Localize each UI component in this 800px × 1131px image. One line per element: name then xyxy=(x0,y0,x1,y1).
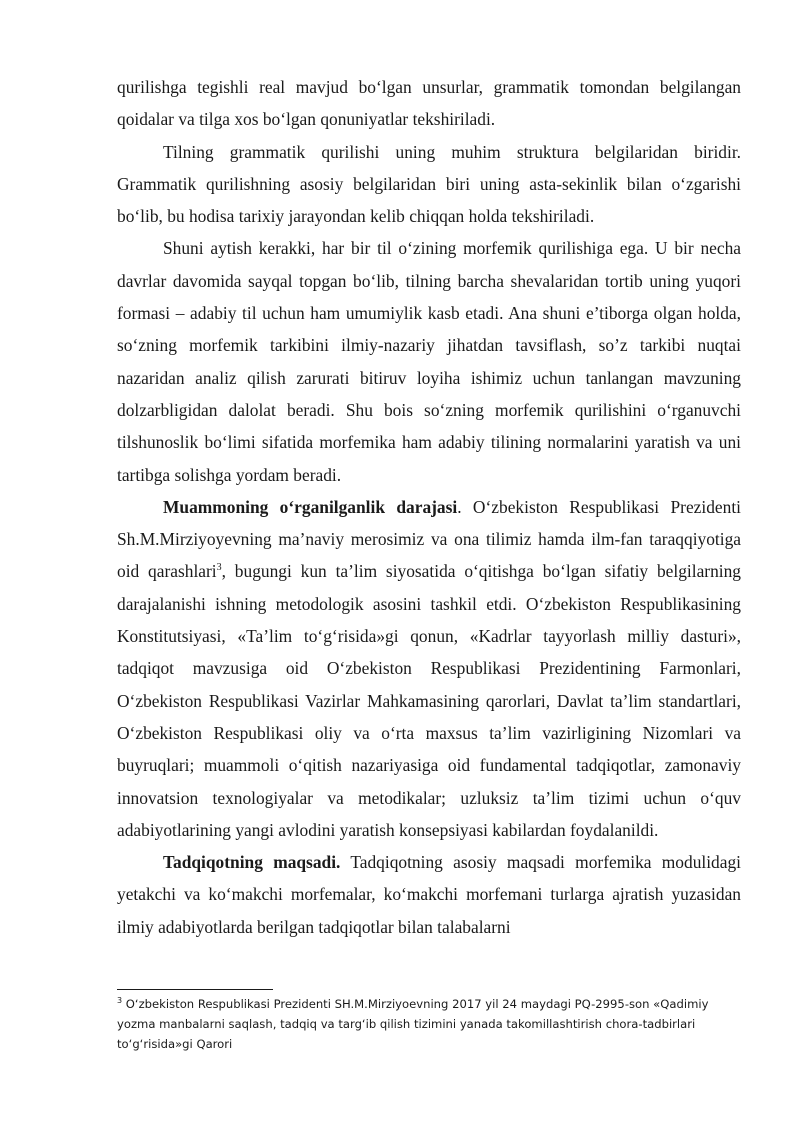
footnote-number: 3 xyxy=(117,996,123,1006)
research-goal-text: Tadqiqotning asosiy maqsadi morfemika modulidagi yetakchi va ko‘makchi morfemalar, ko‘makchi morfemani turlarga ajratish yuzasidan ilmiy adabiyotlarda berilgan tadqiqotlar bilan talabalarni xyxy=(117,852,741,937)
paragraph-morphemic-structure: Shuni aytish kerakki, har bir til o‘zining morfemik qurilishiga ega. U bir necha davrlar davomida sayqal topgan bo‘lib, tilning barcha shevalaridan tortib uning yuqori formasi – adabiy til uchun ham umumiylik kasb etadi. Ana shuni e’tiborga olgan holda, so‘zning morfemik tarkibini ilmiy-nazariy jihatdan tavsiflash, so’z tarkibi nuqtai nazaridan analiz qilish zarurati bitiruv loyiha ishimiz uchun tanlangan mavzuning dolzarbligidan dalolat beradi. Shu bois so‘zning morfemik qurilishini o‘rganuvchi tilshunoslik bo‘limi sifatida morfemika ham adabiy tilining normalarini yaratish va uni tartibga solishga yordam beradi. xyxy=(117,238,741,485)
paragraph-research-goal xyxy=(117,846,741,943)
research-degree-text-1: . O‘zbekiston Respublikasi Prezidenti Sh.M.Mirziyoyevning ma’naviy merosimiz va ona tilimiz hamda ilm-fan taraqqiyotiga oid qarashlari xyxy=(117,496,741,582)
research-degree-text-2: , bugungi kun ta’lim siyosatida o‘qitishga bo‘lgan sifatiy belgilarning darajalanishi ishning metodologik asosini tashkil etdi. O‘zbekiston Respublikasining Konstitutsiyasi, «Ta’lim to‘g‘risida»gi qonun, «Kadrlar tayyorlash milliy dasturi», tadqiqot mavzusiga oid O‘zbekiston Respublikasi Prezidentining Farmonlari, O‘zbekiston Respublikasi Vazirlar Mahkamasining qarorlari, Davlat ta’lim standartlari, O‘zbekiston Respublikasi oliy va o‘rta maxsus ta’lim vazirligining Nizomlari va buyruqlari; muammoli o‘qitish nazariyasiga oid fundamental tadqiqotlar, zamonaviy innovatsion texnologiyalar va metodikalar; uzluksiz ta’lim tizimi uchun o‘quv adabiyotlarining yangi avlodini yaratish konsepsiyasi kabilardan foydalanildi. xyxy=(117,561,741,840)
paragraph-research-degree xyxy=(117,491,741,846)
paragraph-grammatical-structure: Tilning grammatik qurilishi uning muhim struktura belgilaridan biridir. Grammatik qurilishning asosiy belgilaridan biri uning asta-sekinlik bilan o‘zgarishi bo‘lib, bu hodisa tarixiy jarayondan kelib chiqqan holda tekshiriladi. xyxy=(117,141,741,227)
footnote xyxy=(117,994,741,1054)
body-text xyxy=(117,71,741,943)
footnote-separator xyxy=(117,989,273,990)
paragraph-continuation: qurilishga tegishli real mavjud bo‘lgan unsurlar, grammatik tomondan belgilangan qoidalar va tilga xos bo‘lgan qonuniyatlar tekshiriladi. xyxy=(117,77,741,130)
footnote-text: O‘zbekiston Respublikasi Prezidenti SH.M.Mirziyoevning 2017 yil 24 maydagi PQ-2995-son «Qadimiy yozma manbalarni saqlash, tadqiq va targ‘ib qilish tizimini yanada takomillashtirish chora-tadbirlari to‘g‘risida»gi Qarori xyxy=(117,997,709,1051)
research-goal-heading: Tadqiqotning maqsadi. xyxy=(163,852,341,873)
footnote-reference[interactable]: 3 xyxy=(216,562,222,574)
research-degree-heading: Muammoning o‘rganilganlik darajasi xyxy=(163,496,458,517)
